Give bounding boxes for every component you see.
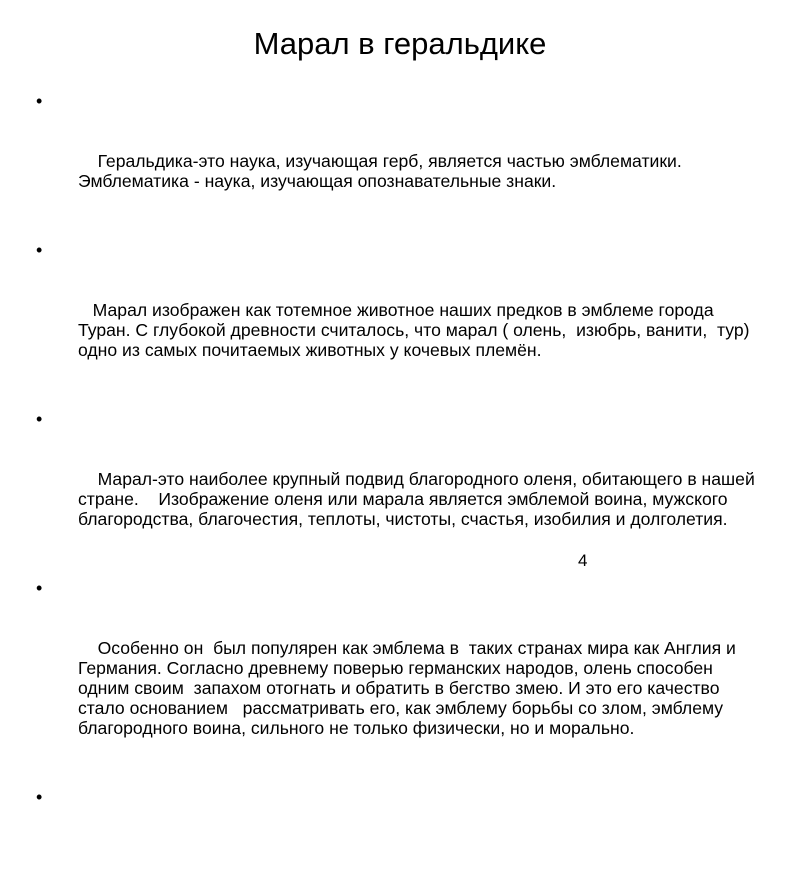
bullet-icon: • xyxy=(36,578,43,598)
bullet-item-heraldry-definition xyxy=(36,91,756,231)
bullet-icon: • xyxy=(36,409,43,429)
bullet-text: Геральдика-это наука, изучающая герб, является частью эмблематики. Эмблематика - наука, изучающая опознавательные знаки. xyxy=(78,151,692,191)
bullet-list xyxy=(36,91,765,896)
bullet-item-england-germany xyxy=(36,578,756,778)
bullet-icon: • xyxy=(36,787,43,807)
slide-title: Марал в геральдике xyxy=(253,26,547,61)
bullet-item-turan-emblem xyxy=(36,240,765,400)
bullet-icon: • xyxy=(36,240,43,260)
bullet-item-maral-subspecies xyxy=(36,409,760,569)
bullet-text: Марал-это наиболее крупный подвид благородного оленя, обитающего в нашей стране. Изображение оленя или марала является эмблемой воина, мужского благородства, благочестия, теплоты, чистоты, счастья, изобилия и долголетия. xyxy=(78,469,760,529)
bullet-icon: • xyxy=(36,91,43,111)
page-number: 4 xyxy=(578,551,588,570)
bullet-text: Марал изображен как тотемное животное наших предков в эмблеме города Туран. С глубокой древности считалось, что марал ( олень, изюбрь, ванити, тур) одно из самых почитаемых животных у кочевых племён. xyxy=(78,300,765,360)
bullet-item-empty xyxy=(36,787,756,887)
bullet-text: Особенно он был популярен как эмблема в таких странах мира как Англия и Германия. Согласно древнему поверью германских народов, олень способен одним своим запахом отогнать и обратить в бегство змею. И это его качество стало основанием рассматривать его, как эмблему борьбы со злом, эмблему благородного воина, сильного не только физически, но и морально. xyxy=(78,638,741,738)
